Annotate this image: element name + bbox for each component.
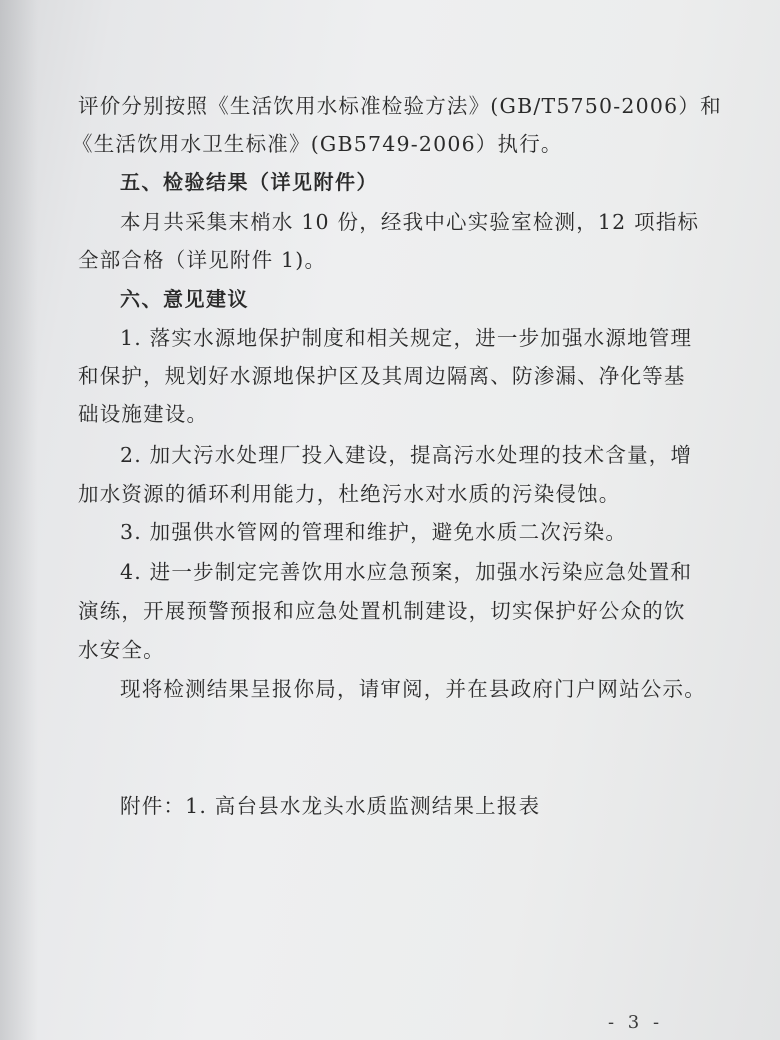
paragraph-line: 演练，开展预警预报和应急处置机制建设，切实保护好公众的饮 bbox=[78, 599, 686, 623]
paragraph-line: 1. 落实水源地保护制度和相关规定，进一步加强水源地管理 bbox=[120, 326, 693, 350]
section-heading-results: 五、检验结果（详见附件） bbox=[120, 170, 378, 194]
attachment-line: 附件：1. 高台县水龙头水质监测结果上报表 bbox=[120, 794, 541, 818]
paragraph-line: 4. 进一步制定完善饮用水应急预案，加强水污染应急处置和 bbox=[120, 560, 693, 584]
paragraph-line: 本月共采集末梢水 10 份，经我中心实验室检测，12 项指标 bbox=[120, 210, 700, 234]
paragraph-line: 现将检测结果呈报你局，请审阅，并在县政府门户网站公示。 bbox=[120, 677, 706, 701]
paragraph-line: 《生活饮用水卫生标准》(GB5749-2006）执行。 bbox=[72, 132, 563, 156]
paragraph-line: 础设施建设。 bbox=[78, 402, 209, 426]
paragraph-line: 3. 加强供水管网的管理和维护，避免水质二次污染。 bbox=[120, 520, 628, 544]
paragraph-line: 和保护，规划好水源地保护区及其周边隔离、防渗漏、净化等基 bbox=[78, 364, 686, 388]
page-number: - 3 - bbox=[608, 1012, 664, 1033]
paragraph-line: 水安全。 bbox=[78, 638, 165, 662]
paragraph-line: 全部合格（详见附件 1)。 bbox=[78, 248, 327, 272]
paragraph-line: 2. 加大污水处理厂投入建设，提高污水处理的技术含量，增 bbox=[120, 443, 693, 467]
section-heading-suggestions: 六、意见建议 bbox=[120, 287, 249, 311]
paragraph-line: 评价分别按照《生活饮用水标准检验方法》(GB/T5750-2006）和 bbox=[78, 94, 722, 118]
paragraph-line: 加水资源的循环利用能力，杜绝污水对水质的污染侵蚀。 bbox=[78, 482, 621, 506]
